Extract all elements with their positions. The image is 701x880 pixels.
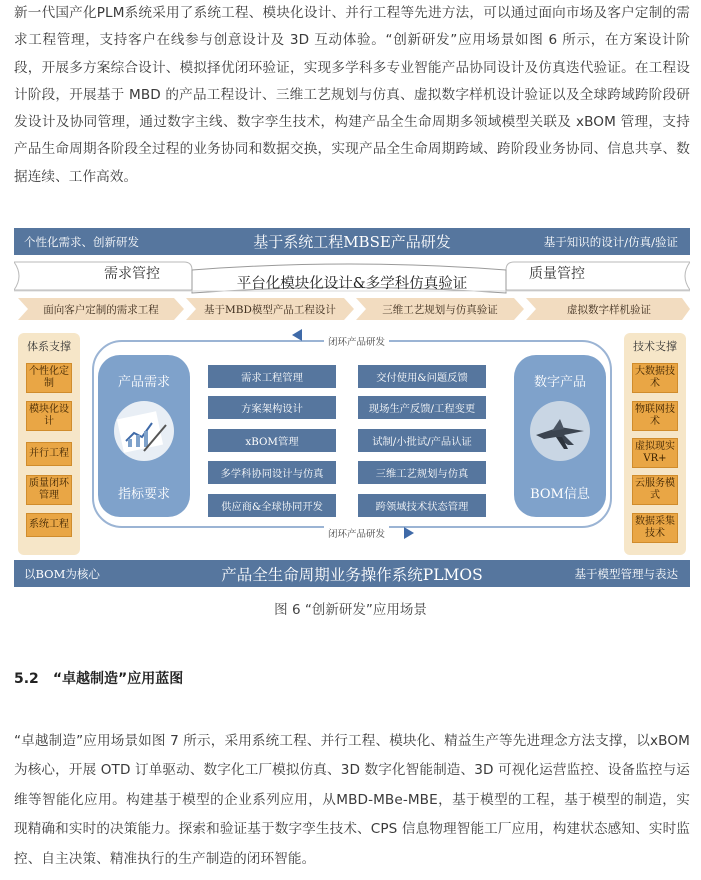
section-heading	[14, 668, 197, 688]
process-box: 现场生产反馈/工程变更	[358, 396, 486, 419]
system-support-panel	[18, 333, 80, 555]
loop-label-top: 闭环产品研发	[324, 334, 389, 348]
indicator-requirement-label: 指标要求	[117, 487, 170, 502]
process-box: 方案架构设计	[208, 396, 336, 419]
process-box: 多学科协同设计与仿真	[208, 461, 336, 484]
section-title: “卓越制造”应用蓝图	[52, 671, 184, 687]
bottom-band-left-text: 以BOM为核心	[24, 566, 100, 581]
top-band-right-text: 基于知识的设计/仿真/验证	[543, 234, 678, 249]
product-requirement-pill	[98, 355, 190, 517]
process-box: 试制/小批试/产品认证	[358, 429, 486, 452]
bom-info-label: BOM信息	[530, 487, 590, 502]
process-box: 三维工艺规划与仿真	[358, 461, 486, 484]
body-paragraph-2: “卓越制造”应用场景如图 7 所示，采用系统工程、并行工程、模块化、精益生产等先进理念方法支撑，以xBOM 为核心，开展 OTD 订单驱动、数字化工厂模拟仿真、3D 数字化智能制造、3D 可视化运营监控、设备监控与运维等智能化应用。构建基于模型的企业系列应用，从MBD-MBe-MBE，基于模型的工程，基于模型的制造，实现精确和实时的决策能力。探索和验证基于数字孪生技术、CPS 信息物理智能工厂应用，构建状态感知、实时监控、自主决策、精准执行的生产制造的闭环智能。	[14, 733, 690, 867]
tech-support-panel	[624, 333, 686, 555]
figure-top-band	[14, 228, 690, 255]
tech-support-item: 物联网技术	[632, 401, 678, 431]
system-support-item: 质量闭环管理	[26, 475, 72, 505]
product-requirement-label: 产品需求	[117, 375, 170, 390]
tech-support-item: 大数据技术	[632, 363, 678, 393]
innovation-rd-figure	[14, 224, 690, 588]
loop-label-bottom: 闭环产品研发	[324, 526, 389, 540]
top-band-title: 基于系统工程MBSE产品研发	[253, 233, 451, 251]
process-box: 需求工程管理	[208, 365, 336, 388]
system-support-item: 系统工程	[26, 513, 72, 537]
process-box: 供应商&全球协同开发	[208, 494, 336, 517]
tech-support-title: 技术支撑	[633, 340, 677, 353]
process-box: 交付使用&问题反馈	[358, 365, 486, 388]
process-box: 跨领域技术状态管理	[358, 494, 486, 517]
tech-support-item: 虚拟现实VR+	[632, 438, 678, 468]
system-support-item: 个性化定制	[26, 363, 72, 393]
phase-1-label: 面向客户定制的需求工程	[43, 303, 159, 316]
quality-control-label: 质量管控	[529, 266, 585, 282]
digital-product-pill	[514, 355, 606, 517]
figure-caption: 图 6 “创新研发”应用场景	[274, 602, 427, 618]
system-support-item: 模块化设计	[26, 401, 72, 431]
section-number: 5.2	[14, 671, 39, 687]
process-box: xBOM管理	[208, 429, 336, 452]
tech-support-item: 数据采集技术	[632, 513, 678, 543]
system-support-title: 体系支撑	[27, 340, 71, 353]
body-paragraph-1: 新一代国产化PLM系统采用了系统工程、模块化设计、并行工程等先进方法，可以通过面向市场及客户定制的需求工程管理，支持客户在线参与创意设计及 3D 互动体验。“创新研发”应用场景如图 6 所示，在方案设计阶段，开展多方案综合设计、模拟择优闭环验证，实现多学科多专业智能产品协同设计及仿真迭代验证。在工程设计阶段，开展基于 MBD 的产品工程设计、三维工艺规划与仿真、虚拟数字样机设计验证以及全球跨域跨阶段研发设计及协同管理，通过数字主线、数字孪生技术，构建产品全生命周期多领域模型关联及 xBOM 管理，支持产品生命周期各阶段全过程的业务协同和数据交换，实现产品全生命周期跨域、跨阶段业务协同、信息共享、数据连续、工作高效。	[14, 5, 690, 185]
control-ribbon	[14, 260, 690, 294]
bottom-band-right-text: 基于模型管理与表达	[574, 566, 678, 581]
requirement-control-label: 需求管控	[104, 266, 160, 282]
top-band-left-text: 个性化需求、创新研发	[24, 234, 139, 249]
platform-design-label: 平台化模块化设计&多学科仿真验证	[236, 276, 468, 292]
phase-3-label: 三维工艺规划与仿真验证	[382, 303, 498, 316]
fighter-jet-icon	[530, 401, 590, 461]
system-support-item: 并行工程	[26, 442, 72, 466]
figure-bottom-band	[14, 560, 690, 587]
digital-product-label: 数字产品	[533, 375, 586, 390]
phase-2-label: 基于MBD模型产品工程设计	[204, 303, 336, 316]
chart-document-icon	[114, 401, 174, 461]
phase-4-label: 虚拟数字样机验证	[567, 303, 651, 316]
bottom-band-title: 产品全生命周期业务操作系统PLMOS	[221, 565, 483, 584]
tech-support-item: 云服务模式	[632, 475, 678, 505]
